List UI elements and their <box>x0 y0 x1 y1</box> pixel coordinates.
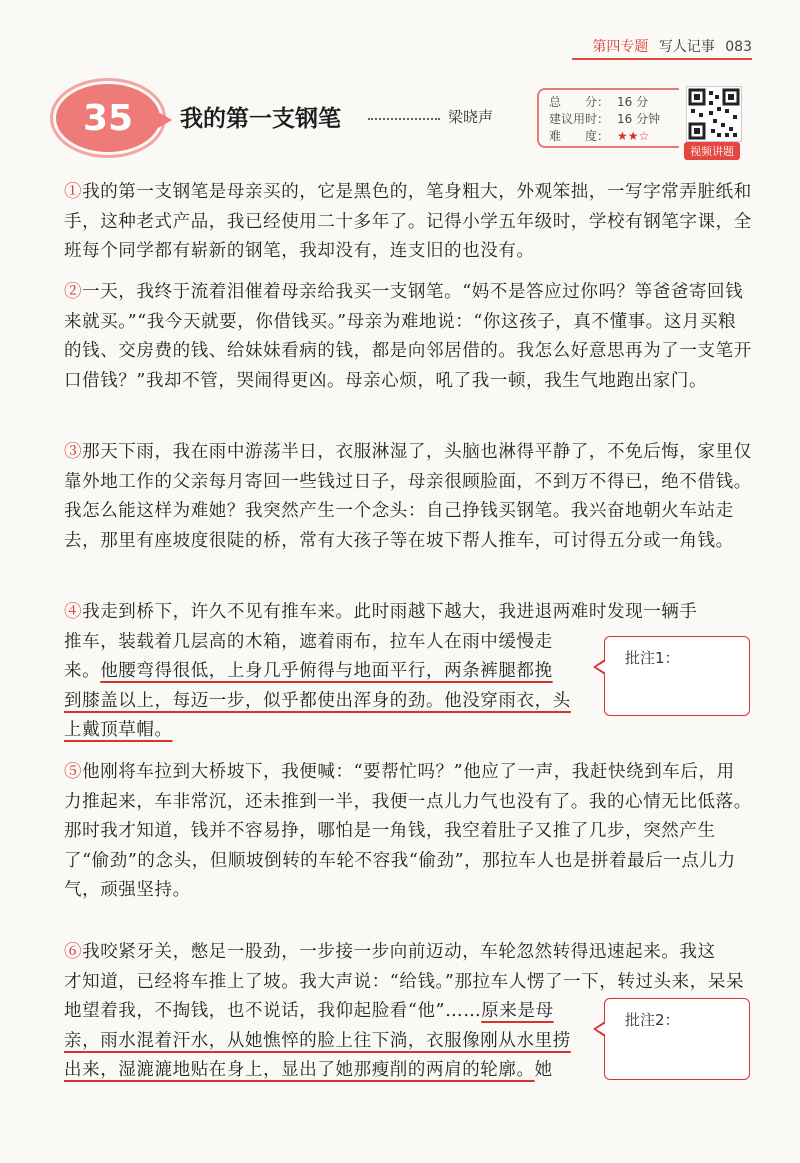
lesson-title: 我的第一支钢笔 <box>180 106 341 132</box>
annotation-box-2[interactable] <box>604 998 750 1080</box>
paragraph-number: ④ <box>64 602 83 622</box>
total-score-label: 总 分： <box>549 95 610 109</box>
underlined-passage[interactable]: 上戴顶草帽。 <box>64 720 173 740</box>
title-dotted-leader <box>368 118 440 120</box>
qr-code-icon[interactable] <box>686 86 742 142</box>
lesson-author: 梁晓声 <box>448 108 494 126</box>
paragraph-line <box>64 938 752 968</box>
paragraph-number: ⑥ <box>64 942 83 962</box>
paragraph-text: 来。 <box>64 661 101 681</box>
paragraph-text: 那天下雨，我在雨中游荡半日，衣服淋湿了，头脑也淋得平静了，不免后悔，家里仅靠外地工作的父亲每月寄回一些钱过日子，母亲很顾脸面，不到万不得已，绝不借钱。我怎么能这样为难她？我突然产生一个念头：自己挣钱买钢笔。我兴奋地朝火车站走去，那里有座坡度很陡的桥，常有大孩子等在坡下帮人推车，可讨得五分或一角钱。 <box>64 442 752 551</box>
score-info-box <box>537 88 679 148</box>
difficulty-stars: ★★☆ <box>617 129 650 143</box>
paragraph-5 <box>64 758 752 906</box>
underlined-passage[interactable]: 原来是母 <box>481 1001 554 1021</box>
paragraph-text: 我走到桥下，许久不见有推车来。此时雨越下越大，我进退两难时发现一辆手 <box>82 602 698 622</box>
difficulty-label: 难 度： <box>549 129 610 143</box>
total-score-value: 16 分 <box>617 95 649 109</box>
paragraph-number: ③ <box>64 442 83 462</box>
annotation-label: 批注2： <box>625 1011 680 1029</box>
annotation-label: 批注1： <box>625 649 680 667</box>
paragraph-text: 我的第一支钢笔是母亲买的，它是黑色的，笔身粗大，外观笨拙，一写字常弄脏纸和手，这种老式产品，我已经使用二十多年了。记得小学五年级时，学校有钢笔字课，全班每个同学都有崭新的钢笔，我却没有，连支旧的也没有。 <box>64 182 752 261</box>
paragraph-text: 一天，我终于流着泪催着母亲给我买一支钢笔。“妈不是答应过你吗？等爸爸寄回钱来就买。”“我今天就要，你借钱买。”母亲为难地说：“你这孩子，真不懂事。这月买粮的钱、交房费的钱、给妹妹看病的钱，都是向邻居借的。我怎么好意思再为了一支笔开口借钱？”我却不管，哭闹得更凶。母亲心烦，吼了我一顿，我生气地跑出家门。 <box>64 282 752 391</box>
topic-label: 第四专题 <box>592 39 649 55</box>
paragraph-2 <box>64 278 752 396</box>
underlined-passage[interactable]: 他腰弯得很低，上身几乎俯得与地面平行，两条裤腿都挽 <box>100 661 553 681</box>
underlined-passage[interactable]: 出来，湿漉漉地贴在身上，显出了她那瘦削的两肩的轮廓。 <box>64 1060 535 1080</box>
lesson-number-badge: 35 <box>56 84 160 152</box>
paragraph-line <box>64 598 752 628</box>
video-explain-button[interactable]: 视频讲题 <box>684 142 740 160</box>
suggested-time-label: 建议用时： <box>549 112 610 126</box>
underlined-passage[interactable]: 到膝盖以上，每迈一步，似乎都使出浑身的劲。他没穿雨衣，头 <box>64 690 571 711</box>
paragraph-number: ① <box>64 182 83 202</box>
annotation-box-1[interactable] <box>604 636 750 716</box>
paragraph-3 <box>64 438 752 556</box>
paragraph-line: 推车，装载着几层高的木箱，遮着雨布，拉车人在雨中缓慢走 <box>64 631 553 652</box>
underlined-passage[interactable]: 亲，雨水混着汗水，从她憔悴的脸上往下淌，衣服像刚从水里捞 <box>64 1030 571 1051</box>
page-number: 083 <box>725 39 752 55</box>
paragraph-text: 他刚将车拉到大桥坡下，我便喊：“要帮忙吗？”他应了一声，我赶快绕到车后，用力推起来，车非常沉，还未推到一半，我便一点儿力气也没有了。我的心情无比低落。那时我才知道，钱并不容易挣，哪怕是一角钱，我空着肚子又推了几步，突然产生了“偷劲”的念头，但顺坡倒转的车轮不容我“偷劲”，那拉车人也是拼着最后一点儿力气，顽强坚持。 <box>64 762 752 900</box>
paragraph-text: 我咬紧牙关，憋足一股劲，一步接一步向前迈动，车轮忽然转得迅速起来。我这 <box>82 942 716 962</box>
suggested-time-value: 16 分钟 <box>617 112 661 126</box>
category-label: 写人记事 <box>658 39 715 55</box>
paragraph-number: ② <box>64 282 83 302</box>
paragraph-number: ⑤ <box>64 762 83 782</box>
paragraph-line: 才知道，已经将车推上了坡。我大声说：“给钱。”那拉车人愣了一下，转过头来，呆呆 <box>64 971 745 992</box>
paragraph-text: 她 <box>534 1060 553 1080</box>
paragraph-1 <box>64 178 752 267</box>
header-divider <box>572 58 752 60</box>
paragraph-text: 地望着我，不掏钱，也不说话，我仰起脸看“他”…… <box>64 1001 482 1021</box>
page-header <box>592 36 752 56</box>
